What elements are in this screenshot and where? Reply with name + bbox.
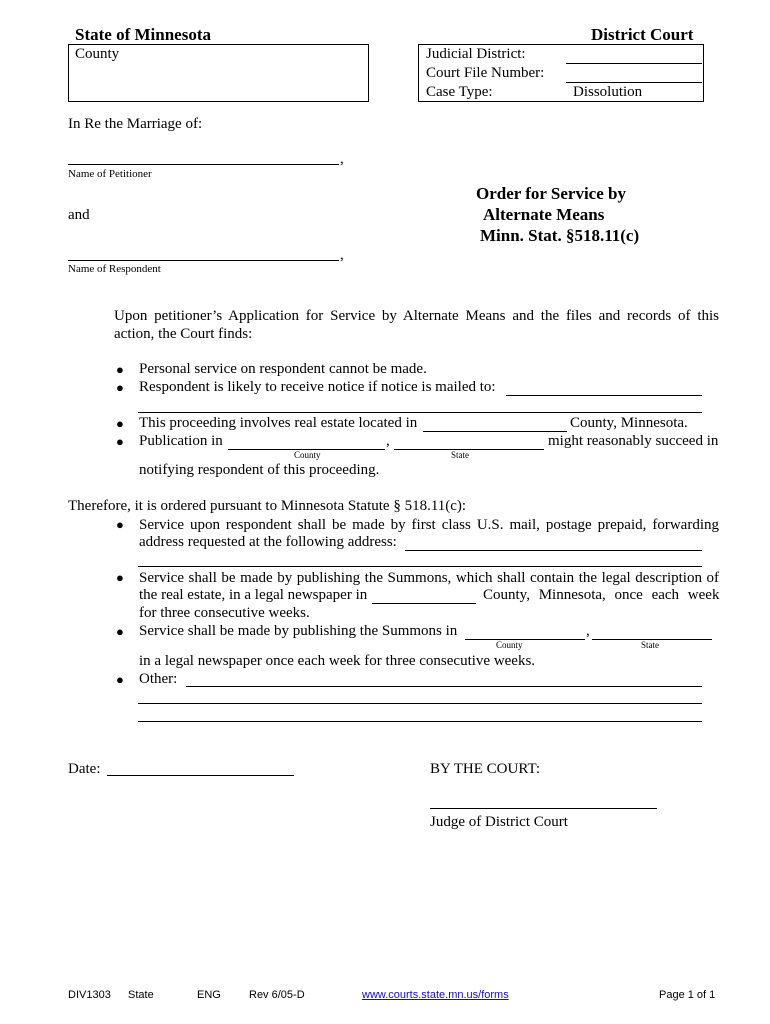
bullet-icon: ● [116, 416, 124, 431]
judge-label: Judge of District Court [430, 814, 568, 830]
order-2-line2-pre: the real estate, in a legal newspaper in [139, 587, 368, 603]
respondent-label: Name of Respondent [68, 263, 161, 275]
other-field-line2[interactable] [138, 703, 702, 704]
findings-intro: Upon petitioner’s Application for Service by Alternate Means and the files and records of this action, the Court finds: [114, 308, 719, 342]
judge-signature-field[interactable] [430, 808, 657, 809]
county-caption: County [294, 450, 321, 460]
footer-language: ENG [197, 989, 221, 1001]
order-3-pre: Service shall be made by publishing the Summons in [139, 623, 458, 639]
state-caption: State [641, 640, 659, 650]
respondent-comma: , [340, 247, 344, 263]
finding-4-continuation: notifying respondent of this proceeding. [139, 462, 380, 478]
title-line3: Minn. Stat. §518.11(c) [480, 226, 640, 245]
finding-2: Respondent is likely to receive notice if notice is mailed to: [139, 379, 496, 395]
case-type-label: Case Type: [426, 84, 493, 100]
footer-form-id: DIV1303 [68, 989, 111, 1001]
judicial-district-field[interactable] [566, 63, 702, 64]
footer-revision: Rev 6/05-D [249, 989, 305, 1001]
date-field[interactable] [107, 775, 294, 776]
in-re-text: In Re the Marriage of: [68, 116, 203, 132]
real-estate-county-field[interactable] [423, 431, 567, 432]
respondent-name-field[interactable] [68, 260, 339, 261]
finding-4-post: might reasonably succeed in [548, 433, 719, 449]
title-line2: Alternate Means [483, 205, 605, 224]
bullet-icon: ● [116, 624, 124, 639]
county-label: County [75, 46, 120, 62]
by-the-court: BY THE COURT: [430, 761, 541, 777]
title-line1: Order for Service by [476, 184, 626, 203]
order-3-continuation: in a legal newspaper once each week for three consecutive weeks. [139, 653, 536, 669]
judicial-district-label: Judicial District: [426, 46, 526, 62]
summons-county-field[interactable] [465, 639, 585, 640]
bullet-icon: ● [116, 380, 124, 395]
order-4-other: Other: [139, 671, 178, 687]
bullet-icon: ● [116, 434, 124, 449]
finding-3-pre: This proceeding involves real estate located in [139, 415, 418, 431]
finding-4-pre: Publication in [139, 433, 223, 449]
case-type-value: Dissolution [573, 84, 643, 100]
order-1-line1: Service upon respondent shall be made by first class U.S. mail, postage prepaid, forwarding [139, 517, 719, 533]
petitioner-label: Name of Petitioner [68, 168, 152, 180]
order-3-comma: , [586, 623, 590, 639]
mail-address-field-line2[interactable] [138, 412, 702, 413]
court-file-number-field[interactable] [566, 82, 702, 83]
orders-intro: Therefore, it is ordered pursuant to Minnesota Statute § 518.11(c): [68, 498, 467, 514]
date-label: Date: [68, 761, 101, 777]
state-heading: State of Minnesota [75, 25, 211, 44]
footer-state: State [128, 989, 154, 1001]
order-2-line2-post: County, Minnesota, once each week [483, 587, 720, 603]
petitioner-comma: , [340, 151, 344, 167]
order-2-line1: Service shall be made by publishing the Summons, which shall contain the legal description of [139, 570, 719, 586]
bullet-icon: ● [116, 362, 124, 377]
finding-4-comma: , [386, 433, 390, 449]
finding-1: Personal service on respondent cannot be made. [139, 361, 427, 377]
state-caption: State [451, 450, 469, 460]
bullet-icon: ● [116, 672, 124, 687]
mail-address-field[interactable] [506, 395, 702, 396]
petitioner-name-field[interactable] [68, 164, 339, 165]
and-text: and [68, 207, 90, 223]
publication-state-field[interactable] [394, 449, 544, 450]
order-2-line3: for three consecutive weeks. [139, 605, 310, 621]
other-field-line3[interactable] [138, 721, 702, 722]
other-field-line1[interactable] [186, 686, 702, 687]
service-address-field[interactable] [405, 550, 702, 551]
bullet-icon: ● [116, 570, 124, 585]
order-1-line2: address requested at the following address: [139, 534, 397, 550]
court-heading: District Court [591, 25, 694, 44]
bullet-icon: ● [116, 517, 124, 532]
footer-page-number: Page 1 of 1 [659, 989, 716, 1001]
newspaper-county-field[interactable] [372, 603, 476, 604]
finding-3-post: County, Minnesota. [570, 415, 688, 431]
county-caption: County [496, 640, 523, 650]
service-address-field-line2[interactable] [138, 566, 702, 567]
footer-forms-link[interactable]: www.courts.state.mn.us/forms [362, 989, 509, 1001]
court-file-number-label: Court File Number: [426, 65, 545, 81]
